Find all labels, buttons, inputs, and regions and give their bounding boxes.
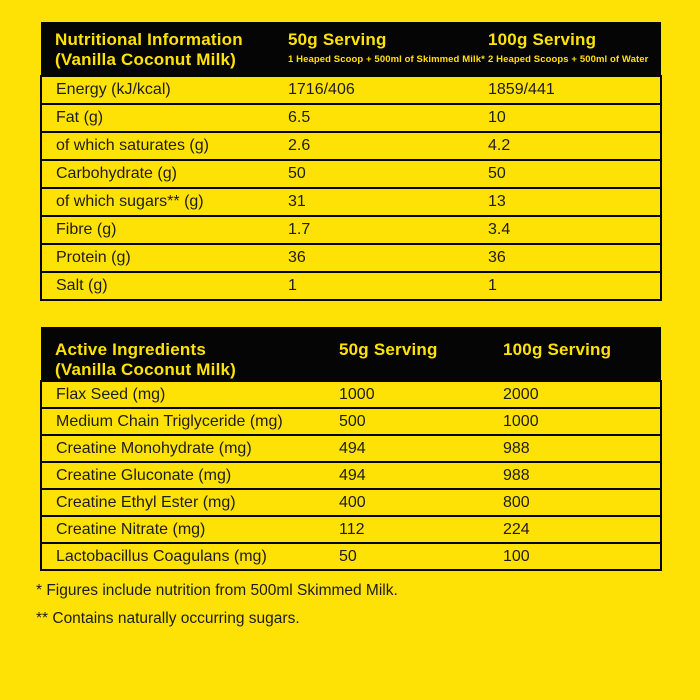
row-value-100g: 1859/441 bbox=[488, 76, 661, 104]
row-value-100g: 13 bbox=[488, 188, 661, 216]
table-row bbox=[41, 188, 661, 216]
table-row bbox=[41, 408, 661, 435]
ingredients-header-row bbox=[41, 327, 661, 381]
row-value-100g: 988 bbox=[503, 435, 661, 462]
row-value-50g: 1000 bbox=[339, 381, 503, 408]
row-label: Creatine Nitrate (mg) bbox=[41, 516, 339, 543]
row-value-100g: 1 bbox=[488, 272, 661, 300]
footnote-natural-sugars: ** Contains naturally occurring sugars. bbox=[36, 610, 300, 627]
row-label: Fat (g) bbox=[41, 104, 288, 132]
footnote-skimmed-milk: * Figures include nutrition from 500ml Skimmed Milk. bbox=[36, 582, 398, 599]
row-value-100g: 1000 bbox=[503, 408, 661, 435]
table-row bbox=[41, 516, 661, 543]
row-value-100g: 988 bbox=[503, 462, 661, 489]
row-label: of which saturates (g) bbox=[41, 132, 288, 160]
row-value-100g: 100 bbox=[503, 543, 661, 570]
row-value-50g: 494 bbox=[339, 462, 503, 489]
ingredients-col-100g-label: 100g Serving bbox=[503, 340, 612, 359]
row-value-50g: 494 bbox=[339, 435, 503, 462]
row-value-50g: 50 bbox=[288, 160, 488, 188]
row-label: Fibre (g) bbox=[41, 216, 288, 244]
table-row bbox=[41, 76, 661, 104]
table-row bbox=[41, 462, 661, 489]
nutritional-information-table bbox=[40, 22, 662, 301]
ingredients-col-50g-label: 50g Serving bbox=[339, 340, 438, 359]
row-label: Energy (kJ/kcal) bbox=[41, 76, 288, 104]
nutrition-col-50g-label: 50g Serving bbox=[288, 30, 387, 49]
row-label: Lactobacillus Coagulans (mg) bbox=[41, 543, 339, 570]
ingredients-col-100g-header bbox=[503, 327, 661, 381]
row-value-100g: 3.4 bbox=[488, 216, 661, 244]
ingredients-title-line1: Active Ingredients bbox=[55, 340, 206, 359]
row-label: of which sugars** (g) bbox=[41, 188, 288, 216]
table-row bbox=[41, 489, 661, 516]
row-label: Creatine Ethyl Ester (mg) bbox=[41, 489, 339, 516]
row-value-50g: 6.5 bbox=[288, 104, 488, 132]
row-value-50g: 1.7 bbox=[288, 216, 488, 244]
row-value-100g: 224 bbox=[503, 516, 661, 543]
row-label: Salt (g) bbox=[41, 272, 288, 300]
nutrition-col-100g-header bbox=[488, 22, 661, 76]
nutrition-col-50g-header bbox=[288, 22, 488, 76]
table-row bbox=[41, 160, 661, 188]
row-value-50g: 1 bbox=[288, 272, 488, 300]
ingredients-col-50g-header bbox=[339, 327, 503, 381]
ingredients-table-title bbox=[41, 327, 339, 381]
row-value-100g: 4.2 bbox=[488, 132, 661, 160]
row-value-100g: 50 bbox=[488, 160, 661, 188]
nutrition-title-line2: (Vanilla Coconut Milk) bbox=[55, 50, 237, 70]
nutrition-col-50g-sublabel: 1 Heaped Scoop + 500ml of Skimmed Milk* bbox=[288, 54, 485, 66]
nutrition-col-100g-sublabel: 2 Heaped Scoops + 500ml of Water bbox=[488, 54, 649, 66]
row-value-100g: 2000 bbox=[503, 381, 661, 408]
row-label: Medium Chain Triglyceride (mg) bbox=[41, 408, 339, 435]
table-row bbox=[41, 381, 661, 408]
row-value-50g: 36 bbox=[288, 244, 488, 272]
table-row bbox=[41, 132, 661, 160]
nutrition-col-100g-label: 100g Serving bbox=[488, 30, 597, 49]
table-row bbox=[41, 104, 661, 132]
row-label: Carbohydrate (g) bbox=[41, 160, 288, 188]
ingredients-title-line2: (Vanilla Coconut Milk) bbox=[55, 360, 237, 380]
row-value-50g: 500 bbox=[339, 408, 503, 435]
table-row bbox=[41, 216, 661, 244]
row-label: Flax Seed (mg) bbox=[41, 381, 339, 408]
nutrition-table-title bbox=[41, 22, 288, 76]
nutrition-header-row bbox=[41, 22, 661, 76]
row-value-50g: 50 bbox=[339, 543, 503, 570]
row-value-50g: 2.6 bbox=[288, 132, 488, 160]
row-value-50g: 1716/406 bbox=[288, 76, 488, 104]
row-value-50g: 112 bbox=[339, 516, 503, 543]
row-label: Protein (g) bbox=[41, 244, 288, 272]
nutrition-title-line1: Nutritional Information bbox=[55, 30, 243, 49]
row-label: Creatine Gluconate (mg) bbox=[41, 462, 339, 489]
active-ingredients-table bbox=[40, 327, 662, 571]
row-label: Creatine Monohydrate (mg) bbox=[41, 435, 339, 462]
table-row bbox=[41, 543, 661, 570]
row-value-100g: 10 bbox=[488, 104, 661, 132]
footnotes bbox=[36, 582, 398, 638]
row-value-50g: 400 bbox=[339, 489, 503, 516]
table-row bbox=[41, 244, 661, 272]
table-row bbox=[41, 272, 661, 300]
row-value-100g: 36 bbox=[488, 244, 661, 272]
row-value-100g: 800 bbox=[503, 489, 661, 516]
table-row bbox=[41, 435, 661, 462]
row-value-50g: 31 bbox=[288, 188, 488, 216]
